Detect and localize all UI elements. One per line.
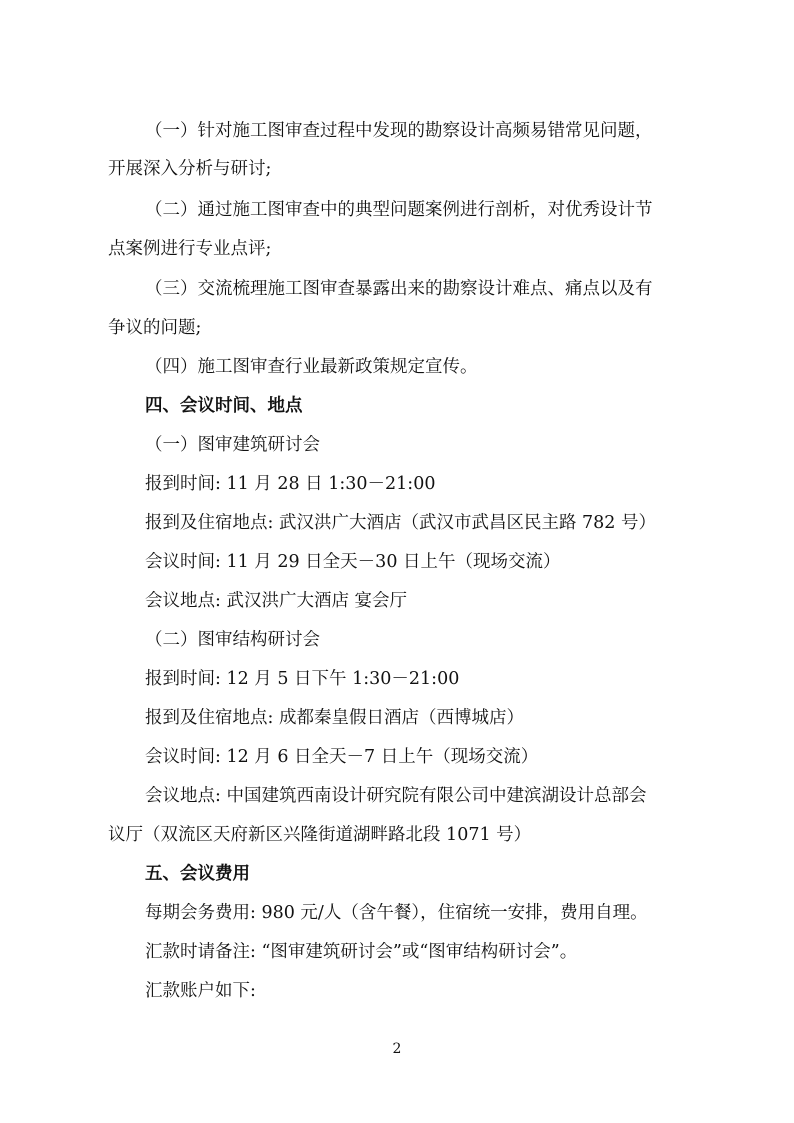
- subheading-structure-seminar: （二）图审结构研讨会: [145, 630, 320, 650]
- meeting-location-1: 会议地点: 武汉洪广大酒店 宴会厅: [145, 591, 408, 611]
- meeting-time-1: 会议时间: 11 月 29 日全天－30 日上午（现场交流）: [145, 552, 561, 572]
- subheading-architecture-seminar: （一）图审建筑研讨会: [145, 435, 320, 455]
- registration-time-1: 报到时间: 11 月 28 日 1:30－21:00: [145, 474, 436, 494]
- page-number: 2: [392, 1041, 402, 1057]
- section-heading-meeting-fees: 五、会议费用: [145, 864, 250, 884]
- paragraph-item-2: （二）通过施工图审查中的典型问题案例进行剖析，对优秀设计节: [145, 200, 653, 220]
- registration-time-2: 报到时间: 12 月 5 日下午 1:30－21:00: [145, 669, 460, 689]
- fee-description: 每期会务费用: 980 元/人（含午餐），住宿统一安排，费用自理。: [145, 903, 648, 923]
- paragraph-item-3: （三）交流梳理施工图审查暴露出来的勘察设计难点、痛点以及有: [145, 279, 653, 299]
- remittance-note: 汇款时请备注: “图审建筑研讨会”或“图审结构研讨会”。: [145, 942, 578, 962]
- paragraph-item-3-cont: 争议的问题;: [108, 318, 202, 338]
- section-heading-meeting-time-place: 四、会议时间、地点: [145, 396, 303, 416]
- remittance-account-label: 汇款账户如下:: [145, 981, 256, 1001]
- meeting-time-2: 会议时间: 12 月 6 日全天－7 日上午（现场交流）: [145, 747, 539, 767]
- paragraph-item-4: （四）施工图审查行业最新政策规定宣传。: [145, 357, 478, 377]
- paragraph-item-1: （一）针对施工图审查过程中发现的勘察设计高频易错常见问题，: [145, 121, 653, 141]
- meeting-location-2: 会议地点: 中国建筑西南设计研究院有限公司中建滨湖设计总部会: [145, 786, 647, 806]
- registration-location-1: 报到及住宿地点: 武汉洪广大酒店（武汉市武昌区民主路 782 号）: [145, 513, 656, 533]
- paragraph-item-2-cont: 点案例进行专业点评;: [108, 239, 272, 259]
- paragraph-item-1-cont: 开展深入分析与研讨;: [108, 159, 272, 179]
- registration-location-2: 报到及住宿地点: 成都秦皇假日酒店（西博城店）: [145, 708, 524, 728]
- meeting-location-2-cont: 议厅（双流区天府新区兴隆街道湖畔路北段 1071 号）: [108, 825, 532, 845]
